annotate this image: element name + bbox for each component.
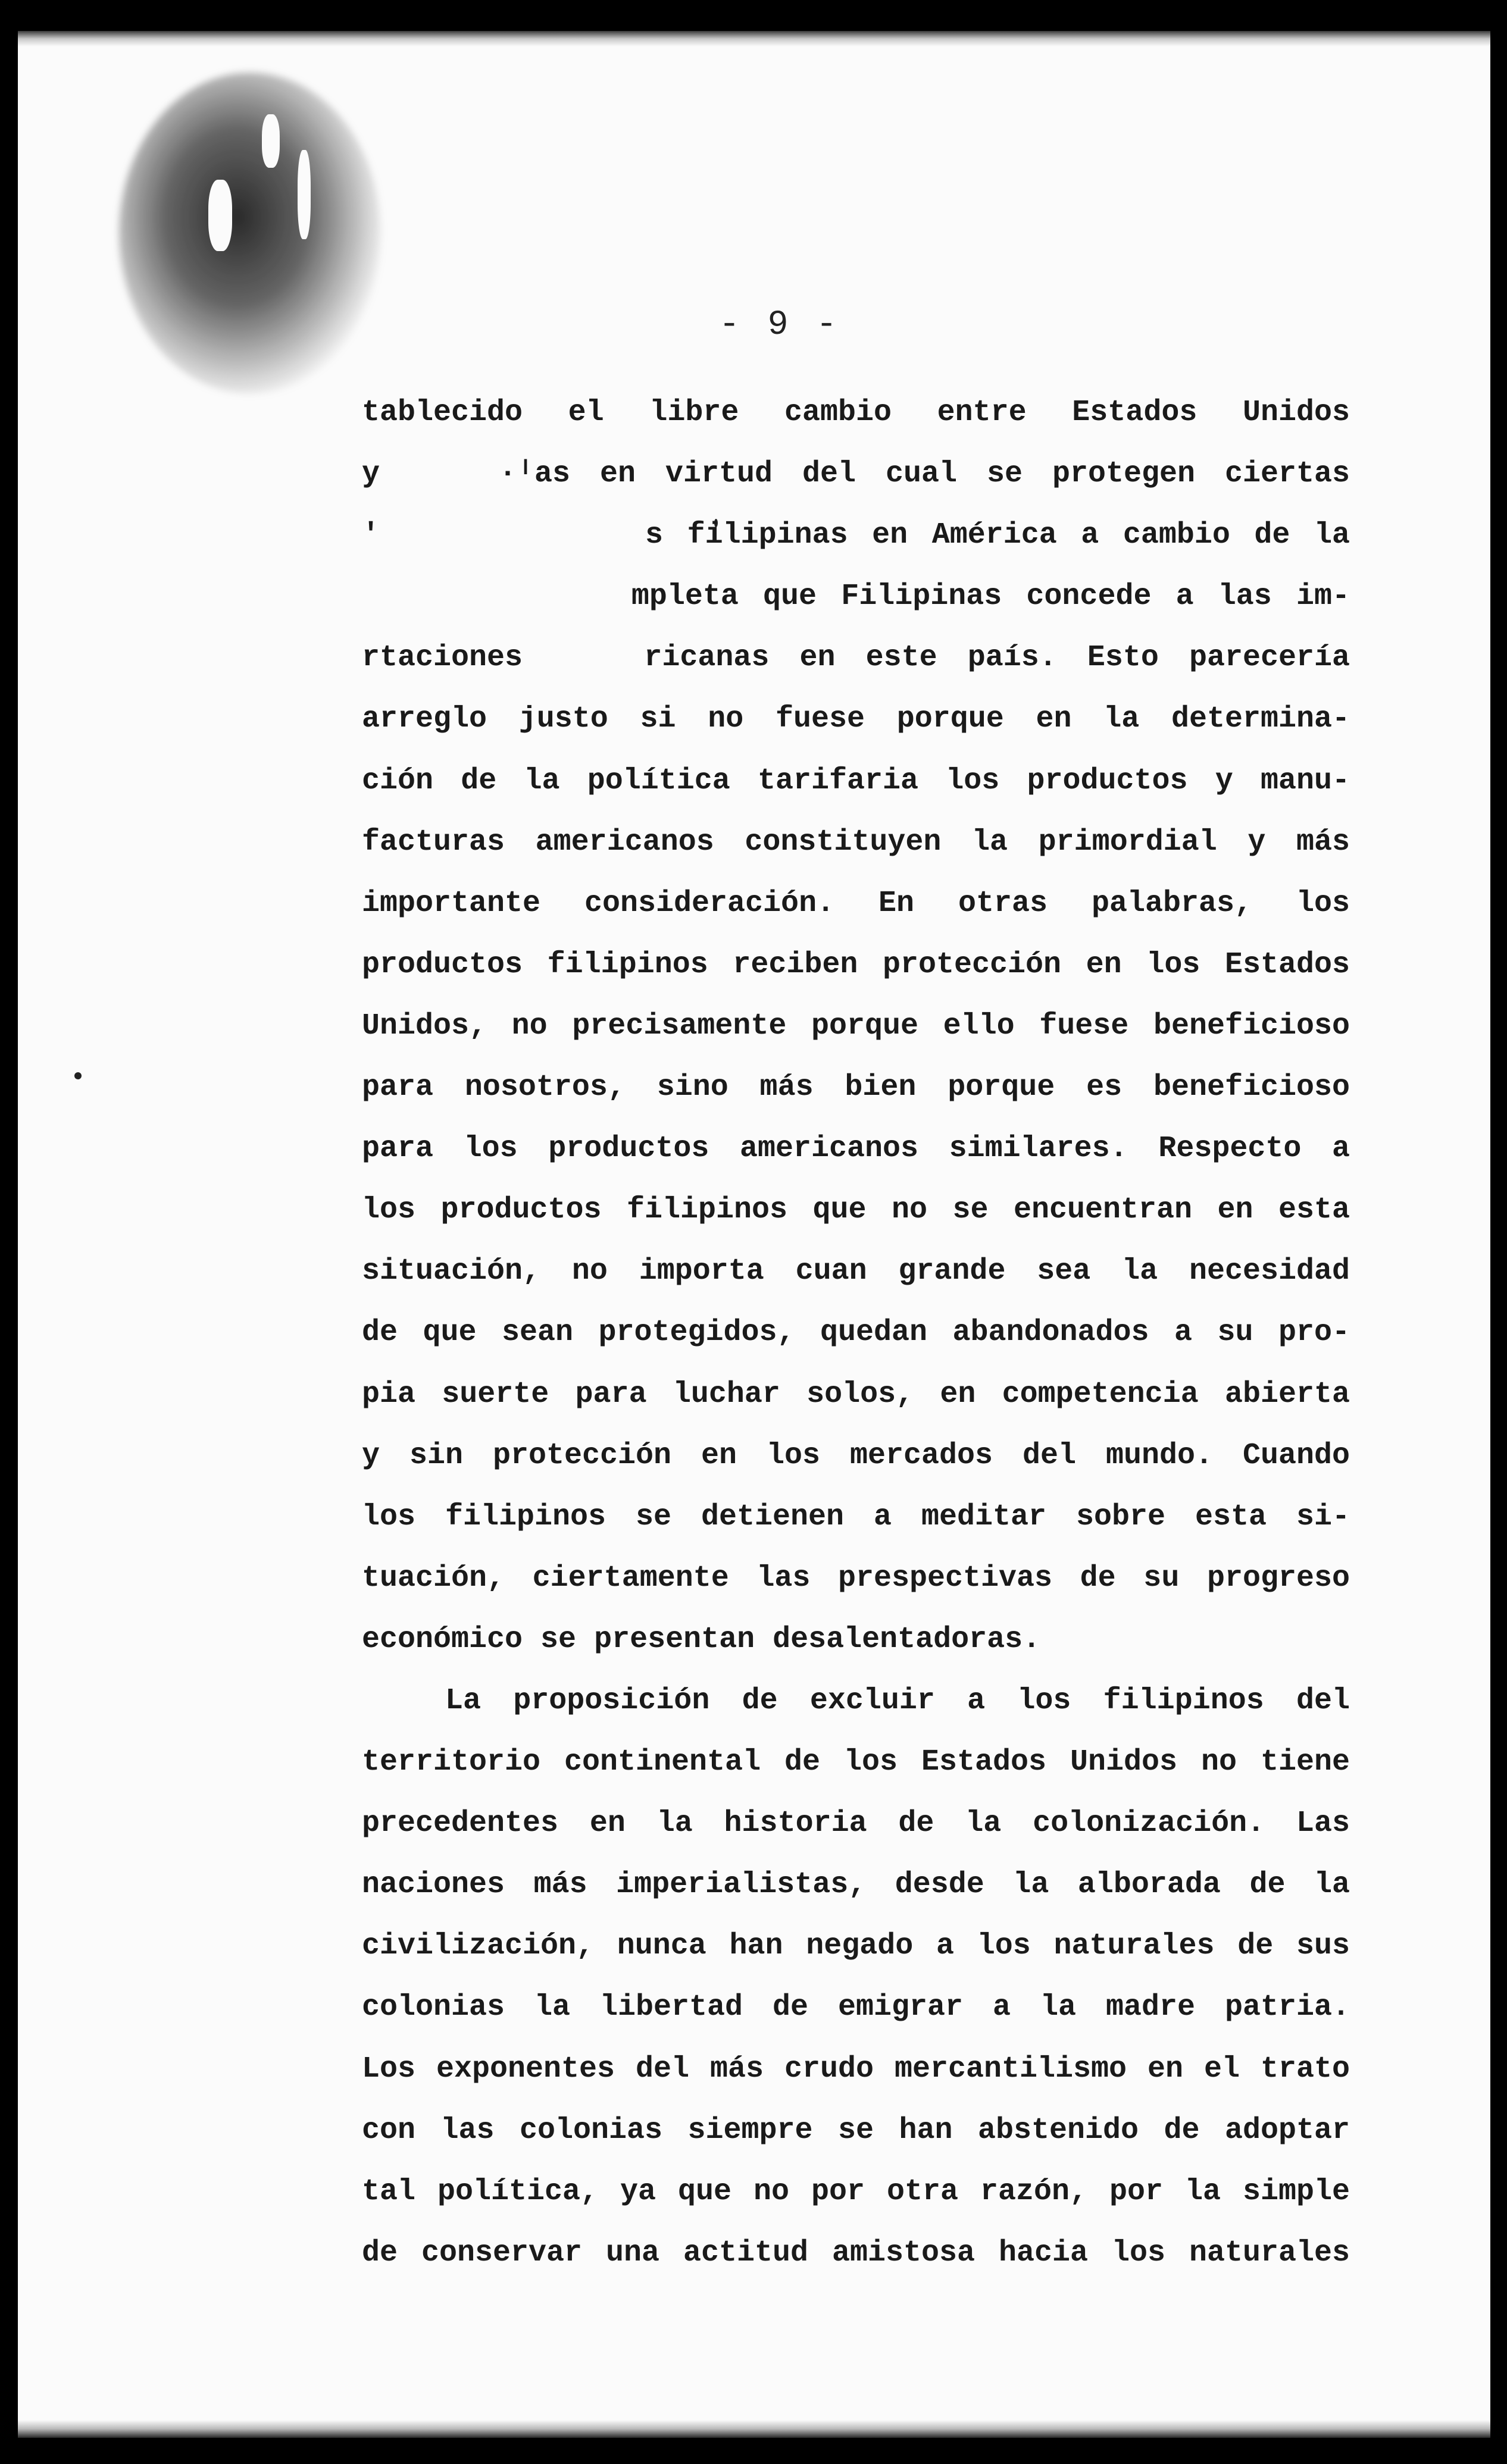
stain-tear [262, 114, 280, 168]
text-line: arreglo justo si no fuese porque en la determina- [362, 702, 1350, 737]
text-line: productos filipinos reciben protección en los Estados [362, 947, 1350, 982]
paper-speck [74, 1072, 82, 1079]
text-line: Los exponentes del más crudo mercantilismo en el trato [362, 2052, 1350, 2086]
text-line: con las colonias siempre se han abstenido de adoptar [362, 2113, 1350, 2147]
text-line: importante consideración. En otras palabras, los [362, 886, 1350, 921]
page-number: - 9 - [718, 306, 841, 345]
text-line: tablecido el libre cambio entre Estados Unidos [362, 396, 1350, 430]
ink-stain [119, 73, 381, 394]
text-line: situación, no importa cuan grande sea la necesidad [362, 1254, 1350, 1289]
text-line: civilización, nunca han negado a los naturales de sus [362, 1929, 1350, 1964]
text-line: los productos filipinos que no se encuentran en esta [362, 1193, 1350, 1228]
text-line: tal política, ya que no por otra razón, por la simple [362, 2174, 1350, 2209]
text-line: rtaciones ricanas en este país. Esto parecería [362, 641, 1350, 675]
text-line: territorio continental de los Estados Unidos no tiene [362, 1745, 1350, 1780]
text-line: para los productos americanos similares. Respecto a [362, 1132, 1350, 1166]
paragraph-start-line: La proposición de excluir a los filipinos del [445, 1683, 1350, 1718]
text-line: los filipinos se detienen a meditar sobre esta si- [362, 1499, 1350, 1534]
text-line: y sin protección en los mercados del mundo. Cuando [362, 1438, 1350, 1473]
text-line: colonias la libertad de emigrar a la madre patria. [362, 1990, 1350, 2025]
body-text [362, 382, 1350, 2284]
text-line: precedentes en la historia de la colonización. Las [362, 1806, 1350, 1841]
paragraph-end-line: económico se presentan desalentadoras. [362, 1622, 1041, 1657]
text-line: naciones más imperialistas, desde la alborada de la [362, 1868, 1350, 1902]
text-line: pia suerte para luchar solos, en competencia abierta [362, 1377, 1350, 1411]
text-line: ' s filipinas en América a cambio de la [362, 518, 1350, 553]
text-line: y ·ˡas en virtud del cual se protegen ciertas [362, 457, 1350, 491]
text-line: de que sean protegidos, quedan abandonados a su pro- [362, 1316, 1350, 1350]
text-line: ción de la política tarifaria los productos y manu- [362, 763, 1350, 798]
text-line: tuación, ciertamente las prespectivas de su progreso [362, 1561, 1350, 1595]
stain-tear [208, 180, 232, 251]
text-line: de conservar una actitud amistosa hacia los naturales [362, 2236, 1350, 2270]
text-line: mpleta que Filipinas concede a las im- [362, 580, 1350, 614]
document-page [18, 31, 1490, 2438]
text-line: para nosotros, sino más bien porque es beneficioso [362, 1070, 1350, 1105]
text-line: Unidos, no precisamente porque ello fuese beneficioso [362, 1009, 1350, 1043]
text-line: facturas americanos constituyen la primordial y más [362, 825, 1350, 859]
page-bottom-edge [18, 2420, 1490, 2438]
page-top-edge [18, 31, 1490, 46]
stain-tear [298, 150, 311, 239]
